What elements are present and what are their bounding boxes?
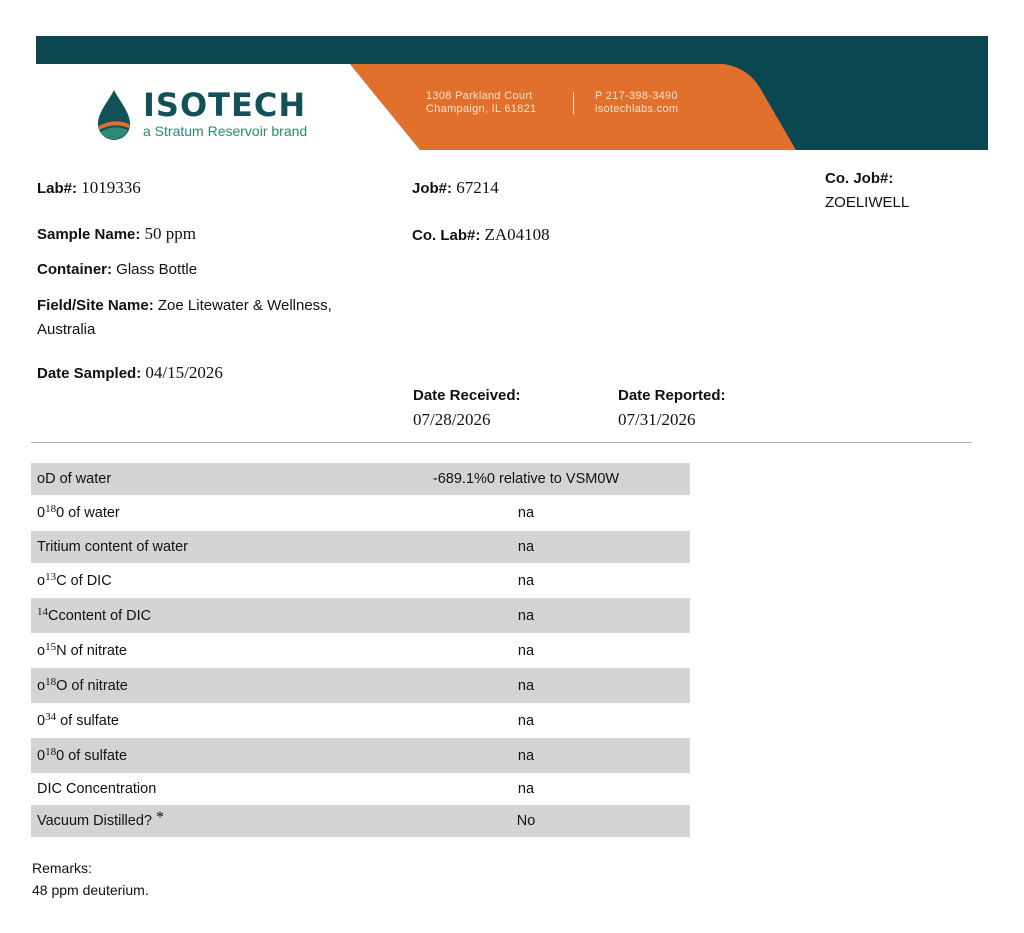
- section-divider: [31, 442, 972, 443]
- date-sampled-field: [37, 363, 223, 383]
- analysis-name: Tritium content of water: [37, 539, 188, 555]
- table-row: [31, 668, 690, 703]
- field-site-label: Field/Site Name:: [37, 297, 154, 314]
- analysis-value: na: [517, 747, 535, 764]
- table-row: [31, 531, 690, 563]
- sample-name-field: [37, 224, 196, 244]
- contact-info: [595, 90, 678, 116]
- remarks-text: 48 ppm deuterium.: [32, 882, 149, 898]
- table-row: [31, 463, 690, 495]
- analysis-value: na: [517, 781, 535, 797]
- analysis-value: na: [517, 677, 535, 694]
- co-job-number-field: [825, 167, 909, 215]
- analysis-value: na: [517, 572, 535, 589]
- co-lab-number-value: ZA04108: [484, 225, 550, 244]
- analysis-name: $o^{13}C$ of DIC: [37, 570, 112, 589]
- analysis-name: DIC Concentration: [37, 781, 157, 797]
- lab-number-label: Lab#:: [37, 180, 78, 197]
- co-lab-number-label: Co. Lab#:: [412, 227, 481, 244]
- table-row: [31, 773, 690, 805]
- sample-name-label: Sample Name:: [37, 226, 141, 243]
- sample-name-value: 50 ppm: [144, 224, 197, 243]
- analysis-name: $o^{15}N$ of nitrate: [37, 640, 127, 659]
- phone-number: P 217-398-3490: [595, 90, 678, 102]
- container-value: Glass Bottle: [116, 261, 198, 278]
- isotech-droplet-logo: [96, 88, 132, 142]
- address-divider: [573, 92, 574, 114]
- date-received-field: [413, 384, 521, 432]
- analysis-value: na: [517, 607, 535, 624]
- date-received-label: Date Received:: [413, 387, 521, 404]
- job-number-label: Job#:: [412, 180, 453, 197]
- analysis-value: No: [516, 813, 536, 829]
- lab-number-value: 1019336: [81, 178, 141, 197]
- table-row: [31, 563, 690, 598]
- analysis-value: na: [517, 505, 535, 521]
- address-line-1: 1308 Parkland Court: [426, 90, 533, 102]
- analysis-value: -689.1%0 relative to VSM0W: [432, 471, 620, 487]
- co-job-number-label: Co. Job#:: [825, 170, 894, 187]
- address: [426, 90, 536, 116]
- analysis-value: na: [517, 642, 535, 659]
- job-number-field: [412, 178, 499, 198]
- website: isotechlabs.com: [595, 103, 679, 115]
- date-sampled-value: 04/15/2026: [145, 363, 223, 382]
- analysis-name: $0^{18}0$ of sulfate: [37, 745, 128, 764]
- date-reported-field: [618, 384, 726, 432]
- field-site-value-line-1: Zoe Litewater & Wellness,: [157, 297, 332, 314]
- results-table: [31, 463, 690, 837]
- analysis-name: $o^{18}O$ of nitrate: [37, 675, 128, 694]
- table-row: [31, 703, 690, 738]
- job-number-value: 67214: [456, 178, 499, 197]
- co-job-number-value: ZOELIWELL: [825, 194, 910, 211]
- analysis-name: oD of water: [37, 471, 112, 487]
- table-row: [31, 805, 690, 837]
- date-sampled-label: Date Sampled:: [37, 365, 142, 382]
- analysis-value: na: [517, 539, 535, 555]
- date-reported-label: Date Reported:: [618, 387, 726, 404]
- table-row: [31, 495, 690, 531]
- analysis-name: Vacuum Distilled? *: [37, 809, 165, 829]
- table-row: [31, 738, 690, 773]
- table-row: [31, 633, 690, 668]
- brand-tagline: a Stratum Reservoir brand: [143, 123, 308, 139]
- field-site-field: [37, 294, 332, 342]
- brand-name: ISOTECH: [143, 86, 307, 124]
- remarks-label: Remarks:: [32, 860, 92, 876]
- address-line-2: Champaign, IL 61821: [426, 103, 537, 115]
- container-field: [37, 261, 197, 278]
- analysis-name: $0^{34}$ of sulfate: [37, 710, 119, 729]
- co-lab-number-field: [412, 225, 550, 245]
- analysis-name: $0^{18}0$ of water: [37, 503, 120, 521]
- date-reported-value: 07/31/2026: [618, 410, 696, 429]
- remarks-section: [32, 857, 149, 901]
- lab-number-field: [37, 178, 141, 198]
- analysis-value: na: [517, 712, 535, 729]
- date-received-value: 07/28/2026: [413, 410, 491, 429]
- field-site-value-line-2: Australia: [37, 321, 96, 338]
- table-row: [31, 598, 690, 633]
- container-label: Container:: [37, 261, 112, 278]
- analysis-name: $^{14}$Ccontent of DIC: [37, 605, 152, 624]
